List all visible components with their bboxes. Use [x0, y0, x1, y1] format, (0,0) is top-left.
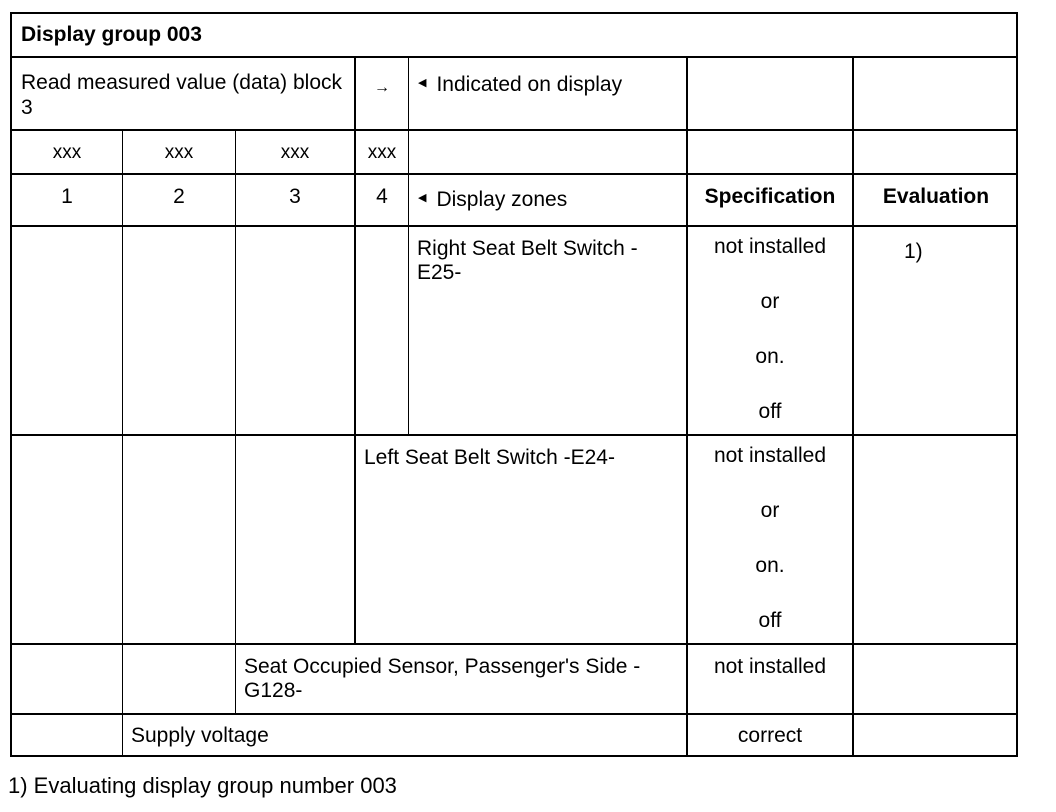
read-measured-label: Read measured value (data) block 3: [10, 56, 354, 129]
eval-seat-occupied-sensor: [852, 643, 1018, 713]
evaluation-header: Evaluation: [852, 173, 1018, 225]
spec-value: not installed: [713, 235, 827, 258]
triangle-left-icon: ◀: [418, 77, 427, 90]
empty-cell: [122, 434, 235, 643]
empty-cell: [10, 225, 122, 434]
spec-value: or: [760, 290, 780, 313]
triangle-left-icon: ◀: [418, 192, 427, 205]
zone-number-1: 1: [10, 173, 122, 225]
spec-value: off: [758, 400, 782, 423]
empty-cell: [408, 129, 686, 173]
table-title: Display group 003: [10, 12, 1018, 56]
empty-cell: [10, 643, 122, 713]
zone-number-2: 2: [122, 173, 235, 225]
indicated-on-display: [408, 56, 686, 129]
empty-cell: [686, 56, 852, 129]
value-placeholder-3: xxx: [235, 129, 354, 173]
display-zones-label: Display zones: [436, 188, 568, 211]
spec-value: off: [758, 609, 782, 632]
eval-left-seat-belt: [852, 434, 1018, 643]
empty-cell: [235, 225, 354, 434]
empty-cell: [686, 129, 852, 173]
empty-cell: [122, 643, 235, 713]
empty-cell: [10, 434, 122, 643]
empty-cell: [852, 129, 1018, 173]
row-label-right-seat-belt: Right Seat Belt Switch -E25-: [408, 225, 686, 434]
row-label-supply-voltage: Supply voltage: [122, 713, 686, 757]
display-zones: [408, 173, 686, 225]
empty-cell: [122, 225, 235, 434]
spec-left-seat-belt: [686, 434, 852, 643]
row-label-seat-occupied-sensor: Seat Occupied Sensor, Passenger's Side -G128-: [235, 643, 686, 713]
arrow-icon: →: [354, 56, 408, 129]
eval-right-seat-belt: 1): [852, 225, 1018, 434]
empty-cell: [354, 225, 408, 434]
spec-right-seat-belt: [686, 225, 852, 434]
indicated-label: Indicated on display: [436, 73, 623, 96]
spec-supply-voltage: correct: [686, 713, 852, 757]
spec-value: or: [760, 499, 780, 522]
specification-header: Specification: [686, 173, 852, 225]
spec-value: on.: [755, 554, 785, 577]
row-label-left-seat-belt: Left Seat Belt Switch -E24-: [354, 434, 686, 643]
footnote: 1) Evaluating display group number 003: [8, 773, 397, 798]
display-group-table: [10, 12, 1018, 757]
value-placeholder-2: xxx: [122, 129, 235, 173]
empty-cell: [10, 713, 122, 757]
spec-value: not installed: [713, 444, 827, 467]
empty-cell: [235, 434, 354, 643]
zone-number-4: 4: [354, 173, 408, 225]
empty-cell: [852, 56, 1018, 129]
spec-seat-occupied-sensor: not installed: [686, 643, 852, 713]
value-placeholder-4: xxx: [354, 129, 408, 173]
value-placeholder-1: xxx: [10, 129, 122, 173]
spec-value: on.: [755, 345, 785, 368]
eval-supply-voltage: [852, 713, 1018, 757]
zone-number-3: 3: [235, 173, 354, 225]
